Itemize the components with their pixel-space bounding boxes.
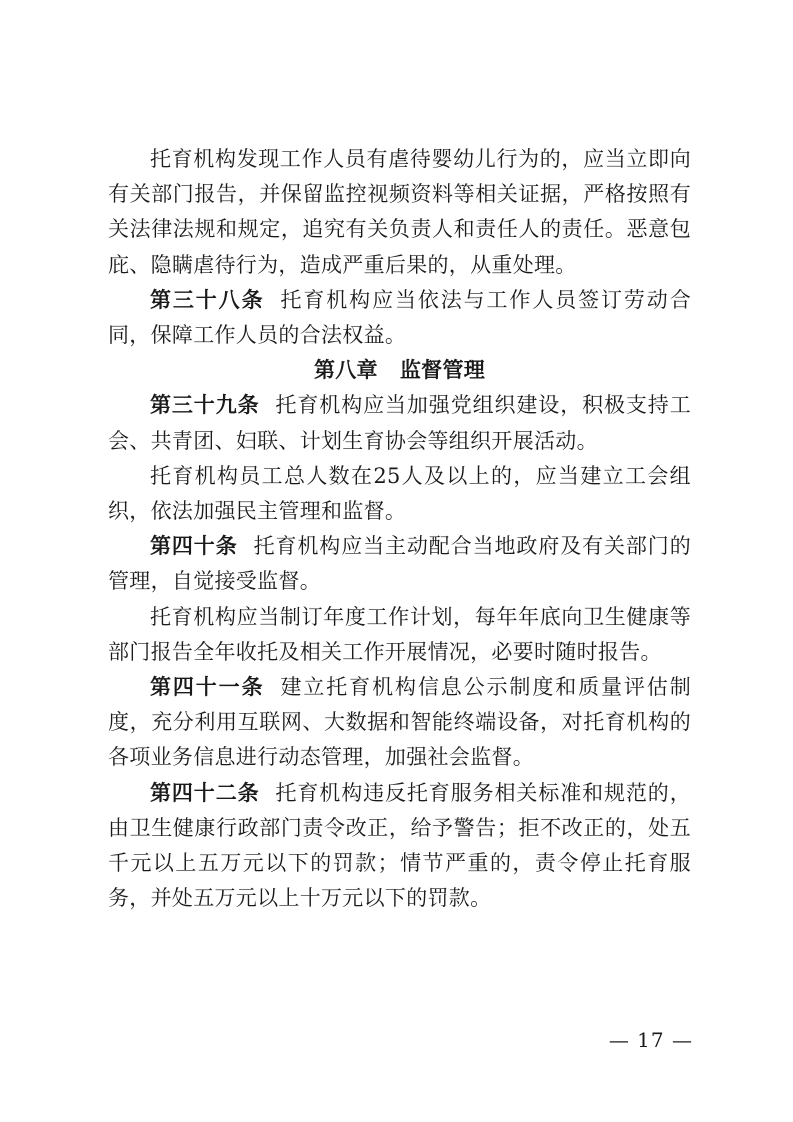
article-41 (108, 670, 691, 776)
document-body (108, 142, 691, 916)
article-text: 建立托育机构信息公示制度和质量评估制度，充分利用互联网、大数据和智能终端设备，对托育机构的各项业务信息进行动态管理，加强社会监督。 (108, 675, 692, 770)
article-text: 托育机构应当主动配合当地政府及有关部门的管理，自觉接受监督。 (108, 534, 692, 594)
chapter-title: 监督管理 (399, 358, 486, 383)
paragraph-union: 托育机构员工总人数在25人及以上的，应当建立工会组织，依法加强民主管理和监督。 (108, 463, 691, 524)
page-number: — 17 — (608, 1028, 693, 1052)
chapter-heading (108, 353, 691, 388)
paragraph-annual-plan: 托育机构应当制订年度工作计划，每年年底向卫生健康等部门报告全年收托及相关工作开展情况，必要时随时报告。 (108, 604, 691, 664)
article-text: 托育机构应当依法与工作人员签订劳动合同，保障工作人员的合法权益。 (108, 287, 692, 348)
article-number: 第四十二条 (150, 780, 260, 805)
paragraph-abuse-reporting: 托育机构发现工作人员有虐待婴幼儿行为的，应当立即向有关部门报告，并保留监控视频资料等相关证据，严格按照有关法律法规和规定，追究有关负责人和责任人的责任。恶意包庇、隐瞒虐待行为，造成严重后果的，从重处理。 (108, 147, 691, 277)
article-38 (108, 283, 691, 353)
article-text: 托育机构应当加强党组织建设，积极支持工会、共青团、妇联、计划生育协会等组织开展活动。 (108, 393, 691, 453)
article-40 (108, 529, 691, 599)
article-number: 第三十九条 (150, 393, 260, 418)
article-number: 第三十八条 (150, 287, 265, 312)
chapter-number: 第八章 (313, 358, 378, 383)
article-text: 托育机构违反托育服务相关标准和规范的，由卫生健康行政部门责令改正，给予警告；拒不改正的，处五千元以上五万元以下的罚款；情节严重的，责令停止托育服务，并处五万元以上十万元以下的罚款。 (108, 780, 691, 911)
article-number: 第四十条 (150, 534, 238, 559)
article-42 (108, 776, 691, 917)
article-number: 第四十一条 (150, 675, 265, 700)
article-39 (108, 388, 691, 458)
